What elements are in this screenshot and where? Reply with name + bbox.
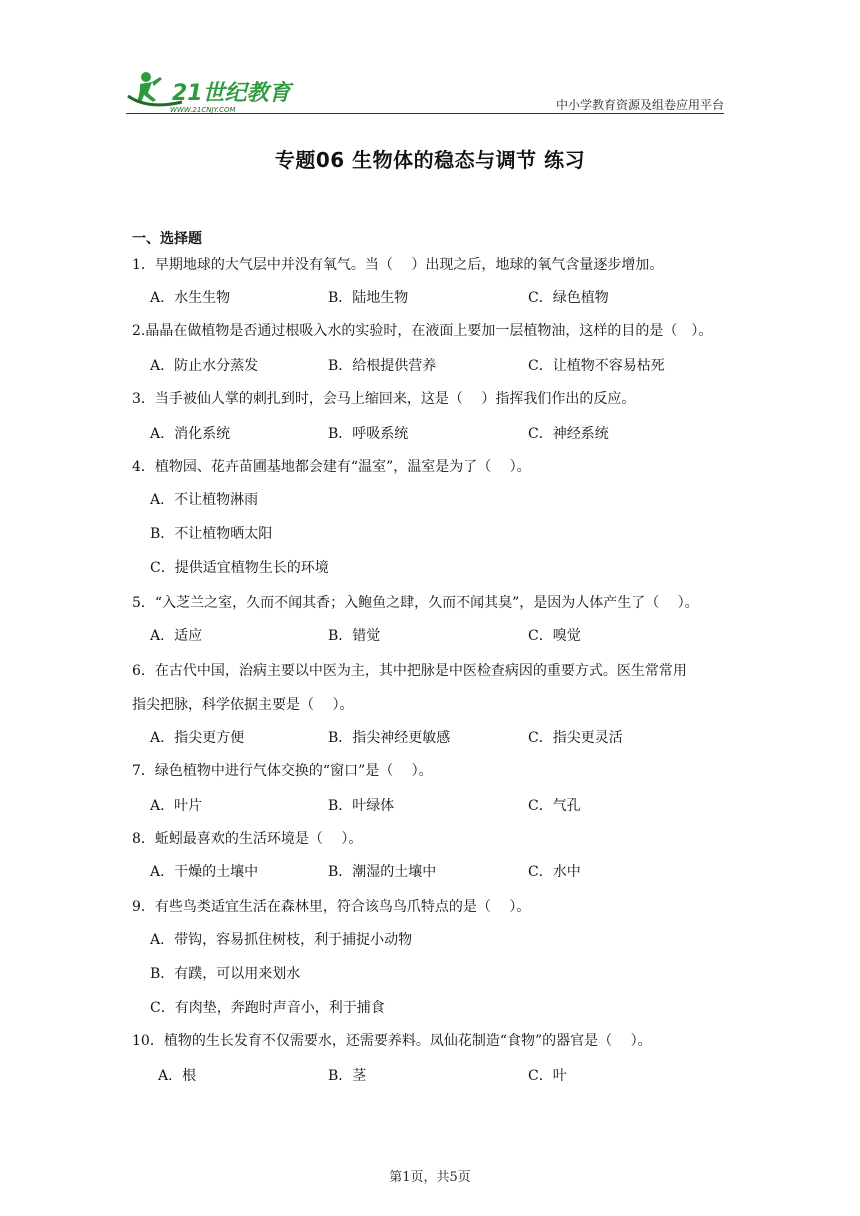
question-7: 7．绿色植物中进行气体交换的“窗口”是（ ）。 <box>132 763 433 779</box>
question-8: 8．蚯蚓最喜欢的生活环境是（ ）。 <box>132 831 363 847</box>
page-number: 第1页，共5页 <box>389 1170 471 1185</box>
document-title: 专题06 生物体的稳态与调节 练习 <box>274 148 586 172</box>
option-a[interactable]: A．带钩，容易抓住树枝，利于捕捉小动物 <box>150 932 413 948</box>
option-b[interactable]: B．叶绿体 <box>328 798 395 814</box>
option-b[interactable]: B．茎 <box>328 1068 367 1084</box>
option-c[interactable]: C．让植物不容易枯死 <box>528 358 665 374</box>
logo-runner-icon <box>126 66 296 114</box>
option-a[interactable]: A．干燥的土壤中 <box>150 864 259 880</box>
option-a[interactable]: A．根 <box>158 1068 197 1084</box>
option-b[interactable]: B．错觉 <box>328 628 381 644</box>
question-9: 9．有些鸟类适宜生活在森林里，符合该鸟鸟爪特点的是（ ）。 <box>132 899 531 915</box>
question-6: 6．在古代中国，治病主要以中医为主，其中把脉是中医检查病因的重要方式。医生常常用 <box>132 663 687 679</box>
question-3: 3．当手被仙人掌的刺扎到时，会马上缩回来，这是（ ）指挥我们作出的反应。 <box>132 391 636 407</box>
platform-name: 中小学教育资源及组卷应用平台 <box>555 98 724 112</box>
option-a[interactable]: A．消化系统 <box>150 426 231 442</box>
option-c[interactable]: C．绿色植物 <box>528 290 609 306</box>
option-c[interactable]: C．有肉垫，奔跑时声音小，利于捕食 <box>150 1000 385 1016</box>
option-b[interactable]: B．有蹼，可以用来划水 <box>150 966 301 982</box>
question-2: 2.晶晶在做植物是否通过根吸入水的实验时，在液面上要加一层植物油，这样的目的是（ ）。 <box>132 323 713 339</box>
option-b[interactable]: B．不让植物晒太阳 <box>150 526 273 542</box>
option-c[interactable]: C．水中 <box>528 864 581 880</box>
option-b[interactable]: B．给根提供营养 <box>328 358 437 374</box>
logo <box>126 66 296 114</box>
option-a[interactable]: A．叶片 <box>150 798 203 814</box>
option-a[interactable]: A．适应 <box>150 628 203 644</box>
question-10: 10．植物的生长发育不仅需要水，还需要养料。凤仙花制造“食物”的器官是（ ）。 <box>132 1033 652 1049</box>
option-a[interactable]: A．指尖更方便 <box>150 730 245 746</box>
option-a[interactable]: A．水生生物 <box>150 290 231 306</box>
option-b[interactable]: B．呼吸系统 <box>328 426 409 442</box>
header-divider <box>126 113 724 114</box>
option-b[interactable]: B．潮湿的土壤中 <box>328 864 437 880</box>
question-6-continued: 指尖把脉，科学依据主要是（ ）。 <box>132 697 354 713</box>
option-c[interactable]: C．提供适宜植物生长的环境 <box>150 560 329 576</box>
question-5: 5．“入芝兰之室，久而不闻其香；入鲍鱼之肆，久而不闻其臭”，是因为人体产生了（ ）。 <box>132 595 699 611</box>
logo-brand-text: 21世纪教育 <box>172 81 291 106</box>
section-heading: 一、选择题 <box>132 231 202 247</box>
logo-url-text: WWW.21CNJY.COM <box>170 106 236 114</box>
option-c[interactable]: C．气孔 <box>528 798 581 814</box>
question-4: 4．植物园、花卉苗圃基地都会建有“温室”，温室是为了（ ）。 <box>132 459 531 475</box>
page-header <box>126 66 724 114</box>
option-a[interactable]: A．防止水分蒸发 <box>150 358 259 374</box>
option-c[interactable]: C．指尖更灵活 <box>528 730 623 746</box>
option-b[interactable]: B．指尖神经更敏感 <box>328 730 451 746</box>
question-1: 1．早期地球的大气层中并没有氧气。当（ ）出现之后，地球的氧气含量逐步增加。 <box>132 257 664 273</box>
option-b[interactable]: B．陆地生物 <box>328 290 409 306</box>
option-a[interactable]: A．不让植物淋雨 <box>150 492 259 508</box>
option-c[interactable]: C．神经系统 <box>528 426 609 442</box>
option-c[interactable]: C．叶 <box>528 1068 567 1084</box>
option-c[interactable]: C．嗅觉 <box>528 628 581 644</box>
